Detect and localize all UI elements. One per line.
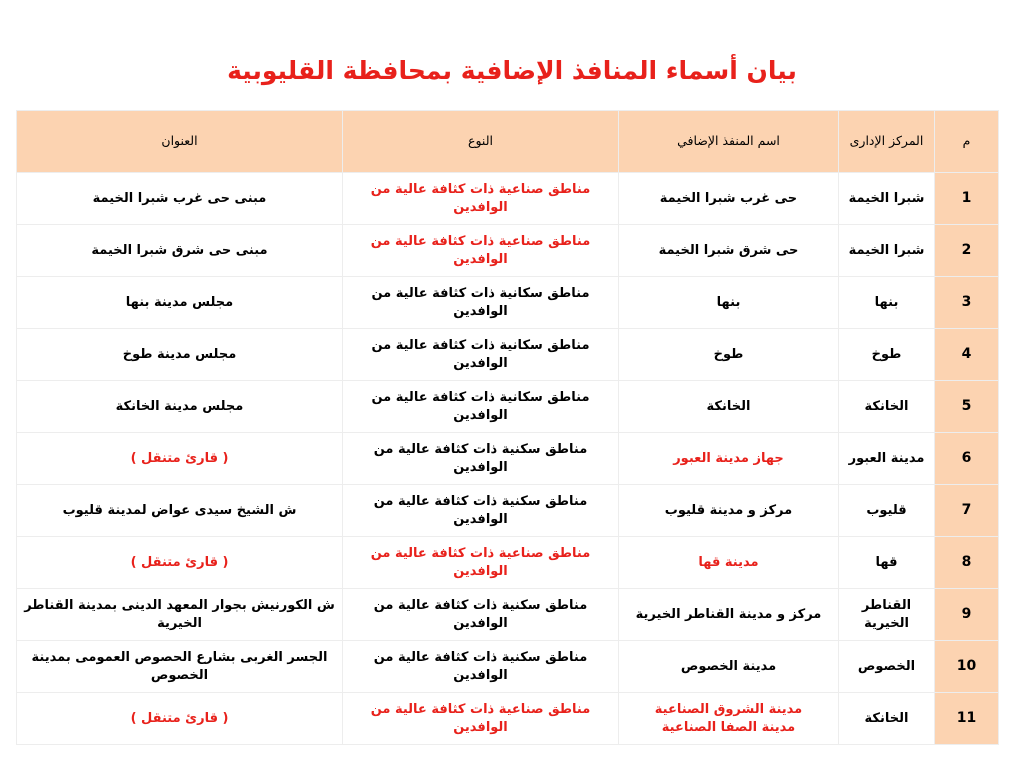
address-cell: مجلس مدينة بنها	[17, 277, 343, 329]
table-row	[17, 641, 999, 693]
type-cell: مناطق صناعية ذات كثافة عالية من الوافدين	[343, 537, 619, 589]
row-number: 3	[935, 277, 999, 329]
row-number: 6	[935, 433, 999, 485]
row-number: 2	[935, 225, 999, 277]
center-cell: مدينة العبور	[839, 433, 935, 485]
center-cell: قها	[839, 537, 935, 589]
center-cell: شبرا الخيمة	[839, 173, 935, 225]
type-cell: مناطق سكنية ذات كثافة عالية من الوافدين	[343, 485, 619, 537]
row-number: 5	[935, 381, 999, 433]
outlet-cell: حى شرق شبرا الخيمة	[619, 225, 839, 277]
type-cell: مناطق سكانية ذات كثافة عالية من الوافدين	[343, 329, 619, 381]
table-row	[17, 225, 999, 277]
center-cell: طوخ	[839, 329, 935, 381]
type-cell: مناطق صناعية ذات كثافة عالية من الوافدين	[343, 693, 619, 745]
header-type: النوع	[343, 111, 619, 173]
address-cell: ( قارئ متنقل )	[17, 693, 343, 745]
outlet-cell: بنها	[619, 277, 839, 329]
table-row	[17, 173, 999, 225]
header-outlet: اسم المنفذ الإضافي	[619, 111, 839, 173]
address-cell: مجلس مدينة طوخ	[17, 329, 343, 381]
table-row	[17, 329, 999, 381]
table-row	[17, 433, 999, 485]
outlet-cell: طوخ	[619, 329, 839, 381]
row-number: 7	[935, 485, 999, 537]
table-row	[17, 537, 999, 589]
center-cell: قليوب	[839, 485, 935, 537]
outlet-cell: الخانكة	[619, 381, 839, 433]
header-row	[17, 111, 999, 173]
outlet-cell: مركز و مدينة القناطر الخيرية	[619, 589, 839, 641]
table-row	[17, 693, 999, 745]
header-address: العنوان	[17, 111, 343, 173]
outlet-cell	[619, 693, 839, 745]
address-cell: مبنى حى غرب شبرا الخيمة	[17, 173, 343, 225]
header-num: م	[935, 111, 999, 173]
center-cell: الخصوص	[839, 641, 935, 693]
row-number: 8	[935, 537, 999, 589]
center-cell: بنها	[839, 277, 935, 329]
row-number: 1	[935, 173, 999, 225]
address-cell: ش الشيخ سيدى عواض لمدينة قليوب	[17, 485, 343, 537]
page-title: بيان أسماء المنافذ الإضافية بمحافظة القليوبية	[227, 56, 797, 85]
row-number: 4	[935, 329, 999, 381]
type-cell: مناطق صناعية ذات كثافة عالية من الوافدين	[343, 173, 619, 225]
outlet-cell: حى غرب شبرا الخيمة	[619, 173, 839, 225]
outlets-table	[16, 110, 999, 745]
row-number: 11	[935, 693, 999, 745]
type-cell: مناطق سكانية ذات كثافة عالية من الوافدين	[343, 381, 619, 433]
outlet-cell: جهاز مدينة العبور	[619, 433, 839, 485]
table-row	[17, 485, 999, 537]
outlet-line: مدينة الصفا الصناعية	[661, 719, 796, 735]
outlet-cell: مدينة الخصوص	[619, 641, 839, 693]
type-cell: مناطق سكانية ذات كثافة عالية من الوافدين	[343, 277, 619, 329]
center-cell: القناطر الخيرية	[839, 589, 935, 641]
header-center: المركز الإدارى	[839, 111, 935, 173]
address-cell: ( قارئ متنقل )	[17, 537, 343, 589]
table-row	[17, 277, 999, 329]
address-cell: ( قارئ متنقل )	[17, 433, 343, 485]
address-cell: ش الكورنيش بجوار المعهد الدينى بمدينة القناطر الخيرية	[17, 589, 343, 641]
row-number: 10	[935, 641, 999, 693]
outlet-cell: مركز و مدينة قليوب	[619, 485, 839, 537]
address-cell: مبنى حى شرق شبرا الخيمة	[17, 225, 343, 277]
center-cell: شبرا الخيمة	[839, 225, 935, 277]
outlet-line: مدينة الشروق الصناعية	[654, 701, 803, 717]
address-cell: مجلس مدينة الخانكة	[17, 381, 343, 433]
address-cell: الجسر الغربى بشارع الحصوص العمومى بمدينة الخصوص	[17, 641, 343, 693]
type-cell: مناطق سكنية ذات كثافة عالية من الوافدين	[343, 589, 619, 641]
type-cell: مناطق سكنية ذات كثافة عالية من الوافدين	[343, 433, 619, 485]
type-cell: مناطق صناعية ذات كثافة عالية من الوافدين	[343, 225, 619, 277]
table-row	[17, 589, 999, 641]
table-row	[17, 381, 999, 433]
center-cell: الخانكة	[839, 693, 935, 745]
outlet-cell: مدينة قها	[619, 537, 839, 589]
type-cell: مناطق سكنية ذات كثافة عالية من الوافدين	[343, 641, 619, 693]
row-number: 9	[935, 589, 999, 641]
center-cell: الخانكة	[839, 381, 935, 433]
